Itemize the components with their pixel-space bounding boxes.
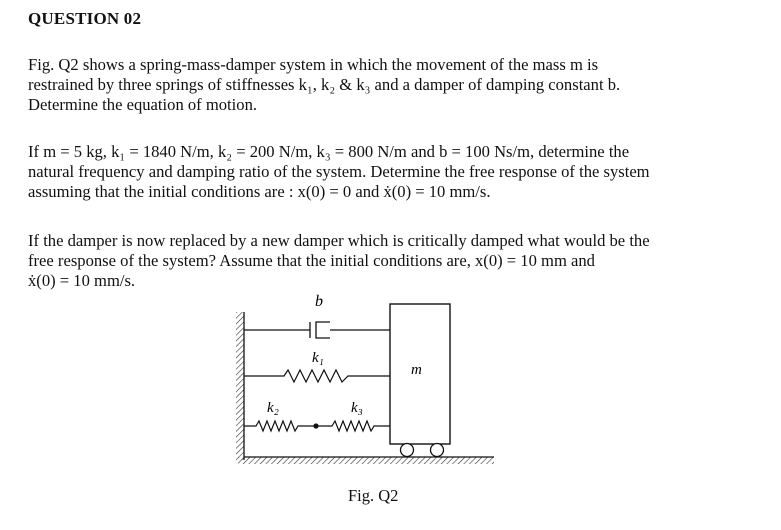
label-b: b [315,293,323,310]
given-values-paragraph [28,142,728,202]
spring-junction-node [313,423,318,428]
problem-statement-paragraph [28,55,728,115]
paragraph-line: Fig. Q2 shows a spring-mass-damper system in which the movement of the mass m is [28,55,599,74]
spring-k3 [318,421,390,431]
paragraph-line: ẋ(0) = 10 mm/s. [28,271,136,290]
damper [244,322,390,338]
ground [238,457,494,464]
fixed-wall [236,312,244,460]
paragraph-line: natural frequency and damping ratio of the system. Determine the free response of the system [28,162,650,181]
label-k1: k₁ [312,350,324,366]
wheel-right [431,444,444,457]
label-m: m [411,362,422,378]
paragraph-line: restrained by three springs of stiffnesses k₁, k₂ & k₃ and a damper of damping constant b. [28,75,621,94]
spring-k2 [244,421,314,431]
label-k3: k₃ [351,400,363,416]
wheel-left [401,444,414,457]
paragraph-line: assuming that the initial conditions are : x(0) = 0 and ẋ(0) = 10 mm/s. [28,182,491,201]
paragraph-line: Determine the equation of motion. [28,95,258,114]
spring-mass-damper-figure [230,290,500,470]
paragraph-line: If the damper is now replaced by a new damper which is critically damped what would be the [28,231,650,250]
critical-damping-paragraph [28,231,728,291]
spring-k1 [244,370,390,382]
label-k2: k₂ [267,400,279,416]
figure-caption: Fig. Q2 [348,486,399,505]
paragraph-line: free response of the system? Assume that the initial conditions are, x(0) = 10 mm and [28,251,595,270]
question-heading: QUESTION 02 [28,9,142,28]
paragraph-line: If m = 5 kg, k₁ = 1840 N/m, k₂ = 200 N/m, k₃ = 800 N/m and b = 100 Ns/m, determine the [28,142,630,161]
